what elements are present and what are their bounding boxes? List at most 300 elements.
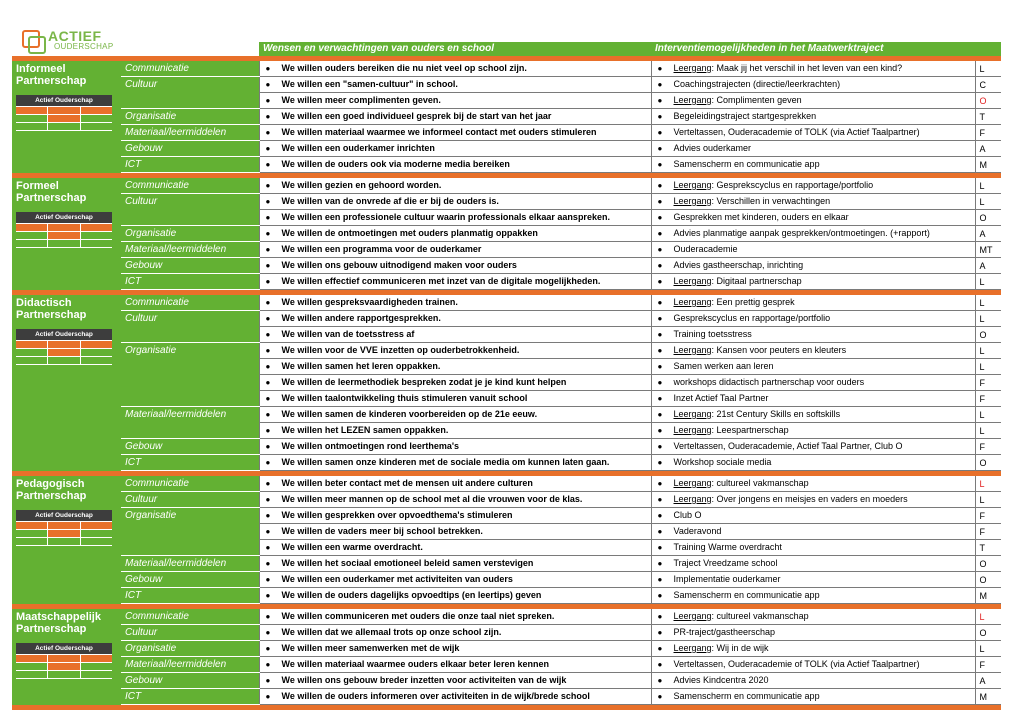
bullet-icon: ● [265,229,271,238]
wish-text: We willen gespreksvaardigheden trainen. [281,297,458,307]
code-cell: F [975,508,1001,524]
intervention-cell [651,476,975,492]
intervention-cell [651,455,975,471]
intervention-text: PR-traject/gastheerschap [673,627,776,637]
bullet-icon: ● [265,559,271,568]
code-cell: O [975,327,1001,343]
category-cell [121,540,259,556]
intervention-cell [651,609,975,625]
bullet-icon: ● [265,575,271,584]
code-cell: L [975,178,1001,194]
table-row [12,588,1001,604]
category-cell: Materiaal/leermiddelen [121,242,259,258]
bullet-icon: ● [265,277,271,286]
wish-text: We willen samen onze kinderen met de sociale media om kunnen laten gaan. [281,457,610,467]
wish-text: We willen van de toetsstress af [281,329,415,339]
wish-cell [259,540,651,556]
table-row [12,258,1001,274]
code-cell: M [975,588,1001,604]
bullet-icon: ● [265,511,271,520]
intervention-cell [651,258,975,274]
intervention-cell [651,588,975,604]
intervention-text: Begeleidingstraject startgesprekken [673,111,817,121]
bullet-icon: ● [657,346,663,355]
wish-cell [259,391,651,407]
wish-cell [259,572,651,588]
intervention-cell [651,295,975,311]
category-cell: Materiaal/leermiddelen [121,407,259,423]
bullet-icon: ● [265,543,271,552]
category-cell [121,359,259,375]
wish-text: We willen het sociaal emotioneel beleid samen verstevigen [281,558,534,568]
bullet-icon: ● [265,458,271,467]
leergang-label: Leergang [673,345,712,355]
intervention-text: Vaderavond [673,526,722,536]
intervention-text: : cultureel vakmanschap [711,611,809,621]
section-title: Maatschappelijk Partnerschap [16,611,101,635]
code-cell: F [975,524,1001,540]
intervention-text: Club O [673,510,702,520]
bullet-icon: ● [265,527,271,536]
bullet-icon: ● [657,479,663,488]
bullet-icon: ● [265,628,271,637]
intervention-cell [651,157,975,173]
code-cell: O [975,455,1001,471]
category-cell: ICT [121,689,259,705]
code-cell: F [975,391,1001,407]
intervention-text: : Digitaal partnerschap [711,276,802,286]
category-cell [121,391,259,407]
wish-cell [259,455,651,471]
wish-text: We willen de ouders informeren over activiteiten in de wijk/brede school [281,691,590,701]
bullet-icon: ● [657,527,663,536]
wish-cell [259,343,651,359]
wish-text: We willen ouders bereiken die nu niet veel op school zijn. [281,63,527,73]
code-cell: A [975,141,1001,157]
table-header-row [12,42,1001,56]
actief-ouderschap-diagram [16,510,112,546]
section-title: Pedagogisch Partnerschap [16,478,87,502]
wish-cell [259,492,651,508]
code-cell: L [975,61,1001,77]
intervention-text: Advies ouderkamer [673,143,752,153]
code-cell: O [975,572,1001,588]
category-cell: ICT [121,274,259,290]
bullet-icon: ● [265,676,271,685]
header-wishes: Wensen en verwachtingen van ouders en school [259,42,651,56]
table-row [12,391,1001,407]
intervention-cell [651,673,975,689]
wish-cell [259,673,651,689]
diagram-label: Actief Ouderschap [16,329,112,340]
category-cell [121,210,259,226]
wish-cell [259,274,651,290]
code-cell: O [975,93,1001,109]
bullet-icon: ● [657,112,663,121]
table-row [12,157,1001,173]
intervention-text: Samenscherm en communicatie app [673,159,820,169]
intervention-cell [651,109,975,125]
intervention-text: Training Warme overdracht [673,542,782,552]
diagram-label: Actief Ouderschap [16,212,112,223]
bullet-icon: ● [265,64,271,73]
wish-text: We willen meer complimenten geven. [281,95,441,105]
wish-text: We willen een professionele cultuur waarin professionals elkaar aanspreken. [281,212,610,222]
intervention-cell [651,625,975,641]
wish-cell [259,295,651,311]
diagram-label: Actief Ouderschap [16,510,112,521]
code-cell: T [975,540,1001,556]
intervention-text: : Kansen voor peuters en kleuters [711,345,847,355]
bullet-icon: ● [265,80,271,89]
wish-text: We willen een programma voor de ouderkamer [281,244,482,254]
table-row [12,327,1001,343]
bullet-icon: ● [657,96,663,105]
intervention-text: Advies gastheerschap, inrichting [673,260,804,270]
bullet-icon: ● [265,112,271,121]
table-row [12,657,1001,673]
table-row [12,492,1001,508]
wish-text: We willen samen het leren oppakken. [281,361,441,371]
table-row [12,407,1001,423]
header-interventions: Interventiemogelijkheden in het Maatwerktraject [651,42,975,56]
table-row [12,194,1001,210]
table-row [12,423,1001,439]
category-cell: Organisatie [121,343,259,359]
wish-cell [259,77,651,93]
bullet-icon: ● [657,442,663,451]
intervention-cell [651,375,975,391]
wish-cell [259,657,651,673]
intervention-cell [651,540,975,556]
wish-text: We willen een ouderkamer met activiteiten van ouders [281,574,513,584]
bullet-icon: ● [657,394,663,403]
code-cell: L [975,274,1001,290]
table-row [12,673,1001,689]
intervention-text: : Wij in de wijk [711,643,769,653]
intervention-text: Verteltassen, Ouderacademie of TOLK (via Actief Taalpartner) [673,127,920,137]
leergang-label: Leergang [673,95,712,105]
category-cell: Gebouw [121,673,259,689]
bullet-icon: ● [265,591,271,600]
intervention-text: : Over jongens en meisjes en vaders en moeders [711,494,908,504]
bullet-icon: ● [657,612,663,621]
category-cell: Materiaal/leermiddelen [121,657,259,673]
bullet-icon: ● [657,628,663,637]
bullet-icon: ● [265,197,271,206]
bullet-icon: ● [657,64,663,73]
category-cell: Cultuur [121,492,259,508]
wish-text: We willen taalontwikkeling thuis stimuleren vanuit school [281,393,528,403]
code-cell: L [975,641,1001,657]
bullet-icon: ● [657,543,663,552]
code-cell: F [975,125,1001,141]
code-cell: L [975,359,1001,375]
category-cell: Cultuur [121,194,259,210]
bullet-icon: ● [265,346,271,355]
bullet-icon: ● [265,660,271,669]
table-row [12,375,1001,391]
bullet-icon: ● [657,378,663,387]
intervention-text: Samenscherm en communicatie app [673,590,820,600]
logo-text-actief: ACTIEF [48,28,102,44]
code-cell: L [975,311,1001,327]
wish-text: We willen de ouders ook via moderne media bereiken [281,159,510,169]
section-title: Didactisch Partnerschap [16,297,87,321]
code-cell: T [975,109,1001,125]
intervention-text: Advies Kindcentra 2020 [673,675,769,685]
section-title-cell [12,178,121,290]
bullet-icon: ● [265,314,271,323]
code-cell: L [975,194,1001,210]
intervention-cell [651,274,975,290]
wish-text: We willen gesprekken over opvoedthema's stimuleren [281,510,513,520]
wish-text: We willen de ouders dagelijks opvoedtips (en leertips) geven [281,590,542,600]
wish-cell [259,359,651,375]
bullet-icon: ● [657,261,663,270]
category-cell: ICT [121,588,259,604]
wish-text: We willen andere rapportgesprekken. [281,313,441,323]
intervention-cell [651,242,975,258]
bullet-icon: ● [657,245,663,254]
category-cell: Materiaal/leermiddelen [121,125,259,141]
wish-text: We willen ontmoetingen rond leerthema's [281,441,459,451]
intervention-text: : Gesprekscyclus en rapportage/portfolio [711,180,874,190]
table-row [12,242,1001,258]
wish-cell [259,609,651,625]
wish-text: We willen een goed individueel gesprek bij de start van het jaar [281,111,552,121]
table-row [12,141,1001,157]
code-cell: A [975,226,1001,242]
wish-cell [259,157,651,173]
category-cell: Materiaal/leermiddelen [121,556,259,572]
wish-text: We willen ons gebouw breder inzetten voor activiteiten van de wijk [281,675,567,685]
intervention-cell [651,407,975,423]
bullet-icon: ● [265,261,271,270]
wish-cell [259,588,651,604]
table-row [12,226,1001,242]
bullet-icon: ● [265,495,271,504]
logo-text-ouderschap: OUDERSCHAP [54,42,114,51]
leergang-label: Leergang [673,63,712,73]
bullet-icon: ● [657,80,663,89]
wish-cell [259,524,651,540]
table-row [12,61,1001,77]
wish-cell [259,311,651,327]
bullet-icon: ● [265,378,271,387]
partnership-table [12,42,1001,710]
category-cell: Communicatie [121,61,259,77]
leergang-label: Leergang [673,478,712,488]
diagram-grid [16,654,112,679]
bullet-icon: ● [265,410,271,419]
section-title-cell [12,295,121,471]
bullet-icon: ● [657,458,663,467]
wish-text: We willen meer samenwerken met de wijk [281,643,460,653]
code-cell: MT [975,242,1001,258]
wish-cell [259,508,651,524]
wish-cell [259,210,651,226]
table-row [12,689,1001,705]
intervention-cell [651,210,975,226]
section-title: Informeel Partnerschap [16,63,87,87]
category-cell [121,375,259,391]
bullet-icon: ● [657,692,663,701]
intervention-text: Workshop sociale media [673,457,772,467]
table-row [12,556,1001,572]
bullet-icon: ● [265,362,271,371]
intervention-text: : cultureel vakmanschap [711,478,809,488]
category-cell: Communicatie [121,295,259,311]
intervention-text: : Een prettig gesprek [711,297,795,307]
bullet-icon: ● [265,442,271,451]
bullet-icon: ● [657,559,663,568]
diagram-label: Actief Ouderschap [16,643,112,654]
leergang-label: Leergang [673,611,712,621]
wish-text: We willen effectief communiceren met inzet van de digitale mogelijkheden. [281,276,601,286]
intervention-cell [651,77,975,93]
bullet-icon: ● [657,197,663,206]
intervention-cell [651,508,975,524]
code-cell: C [975,77,1001,93]
table-row [12,625,1001,641]
wish-cell [259,476,651,492]
bullet-icon: ● [265,644,271,653]
bullet-icon: ● [265,128,271,137]
bullet-icon: ● [265,692,271,701]
table-row [12,572,1001,588]
code-cell: M [975,689,1001,705]
wish-text: We willen een ouderkamer inrichten [281,143,435,153]
table-row [12,508,1001,524]
wish-text: We willen gezien en gehoord worden. [281,180,442,190]
bullet-icon: ● [265,245,271,254]
code-cell: L [975,295,1001,311]
wish-text: We willen meer mannen op de school met al die vrouwen voor de klas. [281,494,583,504]
code-cell: L [975,609,1001,625]
intervention-text: Coachingstrajecten (directie/leerkrachten) [673,79,841,89]
leergang-label: Leergang [673,276,712,286]
category-cell: Cultuur [121,625,259,641]
table-row [12,455,1001,471]
category-cell: Communicatie [121,476,259,492]
code-cell: F [975,439,1001,455]
table-row [12,77,1001,93]
table-row [12,311,1001,327]
bullet-icon: ● [657,128,663,137]
wish-text: We willen voor de VVE inzetten op ouderbetrokkenheid. [281,345,520,355]
table-row [12,524,1001,540]
intervention-cell [651,359,975,375]
bullet-icon: ● [657,495,663,504]
wish-cell [259,641,651,657]
intervention-cell [651,93,975,109]
actief-ouderschap-diagram [16,643,112,679]
table-row [12,178,1001,194]
leergang-label: Leergang [673,297,712,307]
bullet-icon: ● [265,160,271,169]
category-cell [121,327,259,343]
bullet-icon: ● [265,426,271,435]
table-row [12,343,1001,359]
table-row [12,274,1001,290]
category-cell: ICT [121,157,259,173]
leergang-label: Leergang [673,643,712,653]
wish-text: We willen het LEZEN samen oppakken. [281,425,449,435]
category-cell [121,524,259,540]
bullet-icon: ● [265,612,271,621]
intervention-text: Training toetsstress [673,329,752,339]
wish-cell [259,93,651,109]
code-cell: L [975,423,1001,439]
intervention-cell [651,391,975,407]
wish-cell [259,242,651,258]
table-row [12,359,1001,375]
bullet-icon: ● [657,213,663,222]
code-cell: O [975,625,1001,641]
code-cell: M [975,157,1001,173]
bullet-icon: ● [265,96,271,105]
category-cell [121,93,259,109]
category-cell: Gebouw [121,141,259,157]
bullet-icon: ● [657,298,663,307]
actief-ouderschap-diagram [16,329,112,365]
intervention-cell [651,125,975,141]
intervention-text: Samen werken aan leren [673,361,774,371]
wish-cell [259,689,651,705]
code-cell: L [975,476,1001,492]
intervention-text: Implementatie ouderkamer [673,574,781,584]
section-title: Formeel Partnerschap [16,180,87,204]
wish-cell [259,439,651,455]
table-row [12,93,1001,109]
wish-text: We willen materiaal waarmee ouders elkaar beter leren kennen [281,659,549,669]
leergang-label: Leergang [673,494,712,504]
leergang-label: Leergang [673,409,712,419]
wish-text: We willen de leermethodiek bespreken zodat je je kind kunt helpen [281,377,567,387]
bullet-icon: ● [265,330,271,339]
bullet-icon: ● [657,229,663,238]
table-row [12,125,1001,141]
bullet-icon: ● [657,644,663,653]
category-cell: Gebouw [121,439,259,455]
intervention-text: Samenscherm en communicatie app [673,691,820,701]
intervention-cell [651,657,975,673]
diagram-grid [16,106,112,131]
bullet-icon: ● [657,676,663,685]
intervention-cell [651,556,975,572]
bullet-icon: ● [657,144,663,153]
bullet-icon: ● [265,394,271,403]
intervention-cell [651,61,975,77]
code-cell: F [975,375,1001,391]
category-cell: Organisatie [121,226,259,242]
category-cell: Gebouw [121,572,259,588]
code-cell: O [975,556,1001,572]
intervention-text: Gesprekscyclus en rapportage/portfolio [673,313,831,323]
wish-cell [259,625,651,641]
wish-text: We willen de vaders meer bij school betrekken. [281,526,483,536]
bullet-icon: ● [657,591,663,600]
intervention-text: : Verschillen in verwachtingen [711,196,831,206]
intervention-text: Verteltassen, Ouderacademie of TOLK (via Actief Taalpartner) [673,659,920,669]
intervention-cell [651,423,975,439]
intervention-cell [651,572,975,588]
wish-text: We willen een "samen-cultuur" in school. [281,79,458,89]
intervention-text: : 21st Century Skills en softskills [711,409,841,419]
bullet-icon: ● [265,181,271,190]
wish-text: We willen de ontmoetingen met ouders planmatig oppakken [281,228,538,238]
